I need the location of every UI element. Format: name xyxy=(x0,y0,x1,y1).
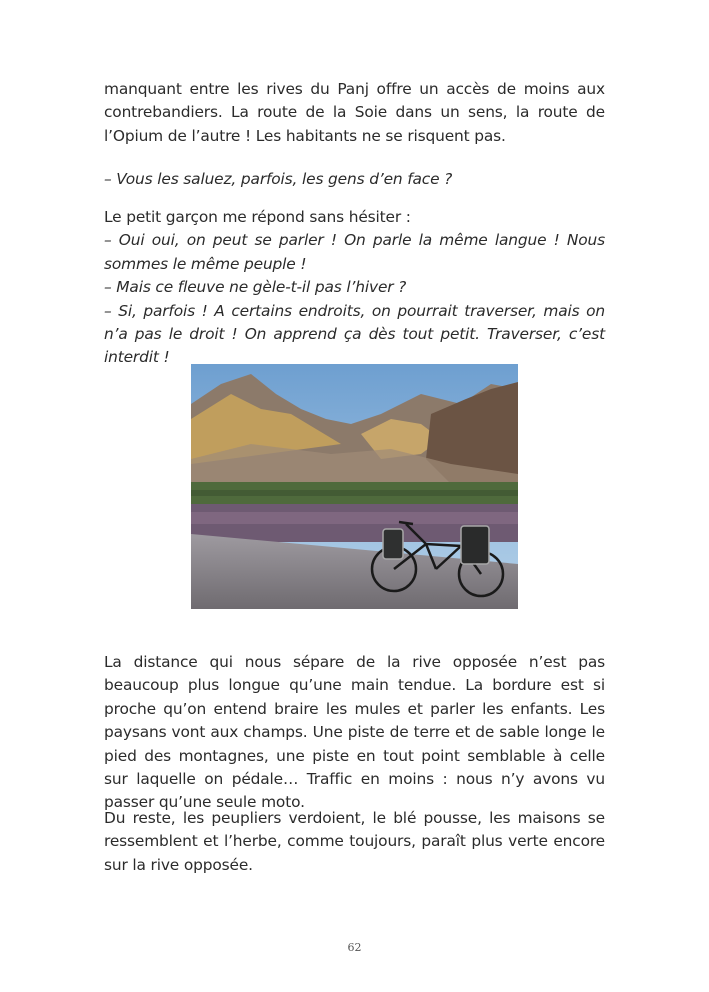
dialogue-line: – Vous les saluez, parfois, les gens d’en face ? xyxy=(104,170,453,188)
paragraph-text: manquant entre les rives du Panj offre un accès de moins aux contrebandiers. La route de la Soie dans un sens, la route de l’Opium de l’autre ! Les habitants ne se risquent pas. xyxy=(104,80,605,145)
paragraph-intro: Le petit garçon me répond sans hésiter : xyxy=(104,208,411,226)
page-number: 62 xyxy=(347,941,362,954)
paragraph-2 xyxy=(104,168,605,191)
photo-illustration xyxy=(191,364,518,609)
paragraph-text: La distance qui nous sépare de la rive opposée n’est pas beaucoup plus longue qu’une main tendue. La bordure est si proche qu’on entend braire les mules et parler les enfants. Les paysans vont aux champs. Une piste de terre et de sable longe le pied des montagnes, une piste en tout point semblable à celle sur laquelle on pédale… Traffic en moins : nous n’y avons vu passer qu’une seule moto. xyxy=(104,653,605,812)
dialogue-line: – Si, parfois ! A certains endroits, on pourrait traverser, mais on n’a pas le droit ! On apprend ça dès tout petit. Traverser, c’est interdit ! xyxy=(104,301,605,367)
paragraph-5 xyxy=(104,807,605,877)
paragraph-4 xyxy=(104,651,605,815)
paragraph-text: Du reste, les peupliers verdoient, le blé pousse, les maisons se ressemblent et l’herbe, comme toujours, paraît plus verte encore sur la rive opposée. xyxy=(104,809,605,874)
dialogue-line: – Mais ce fleuve ne gèle-t-il pas l’hiver ? xyxy=(104,278,407,297)
paragraph-1 xyxy=(104,78,605,148)
dialogue-line: – Oui oui, on peut se parler ! On parle la même langue ! Nous sommes le même peuple ! xyxy=(104,231,605,273)
paragraph-3 xyxy=(104,206,605,370)
photo-bicycle-mountains xyxy=(191,364,518,609)
